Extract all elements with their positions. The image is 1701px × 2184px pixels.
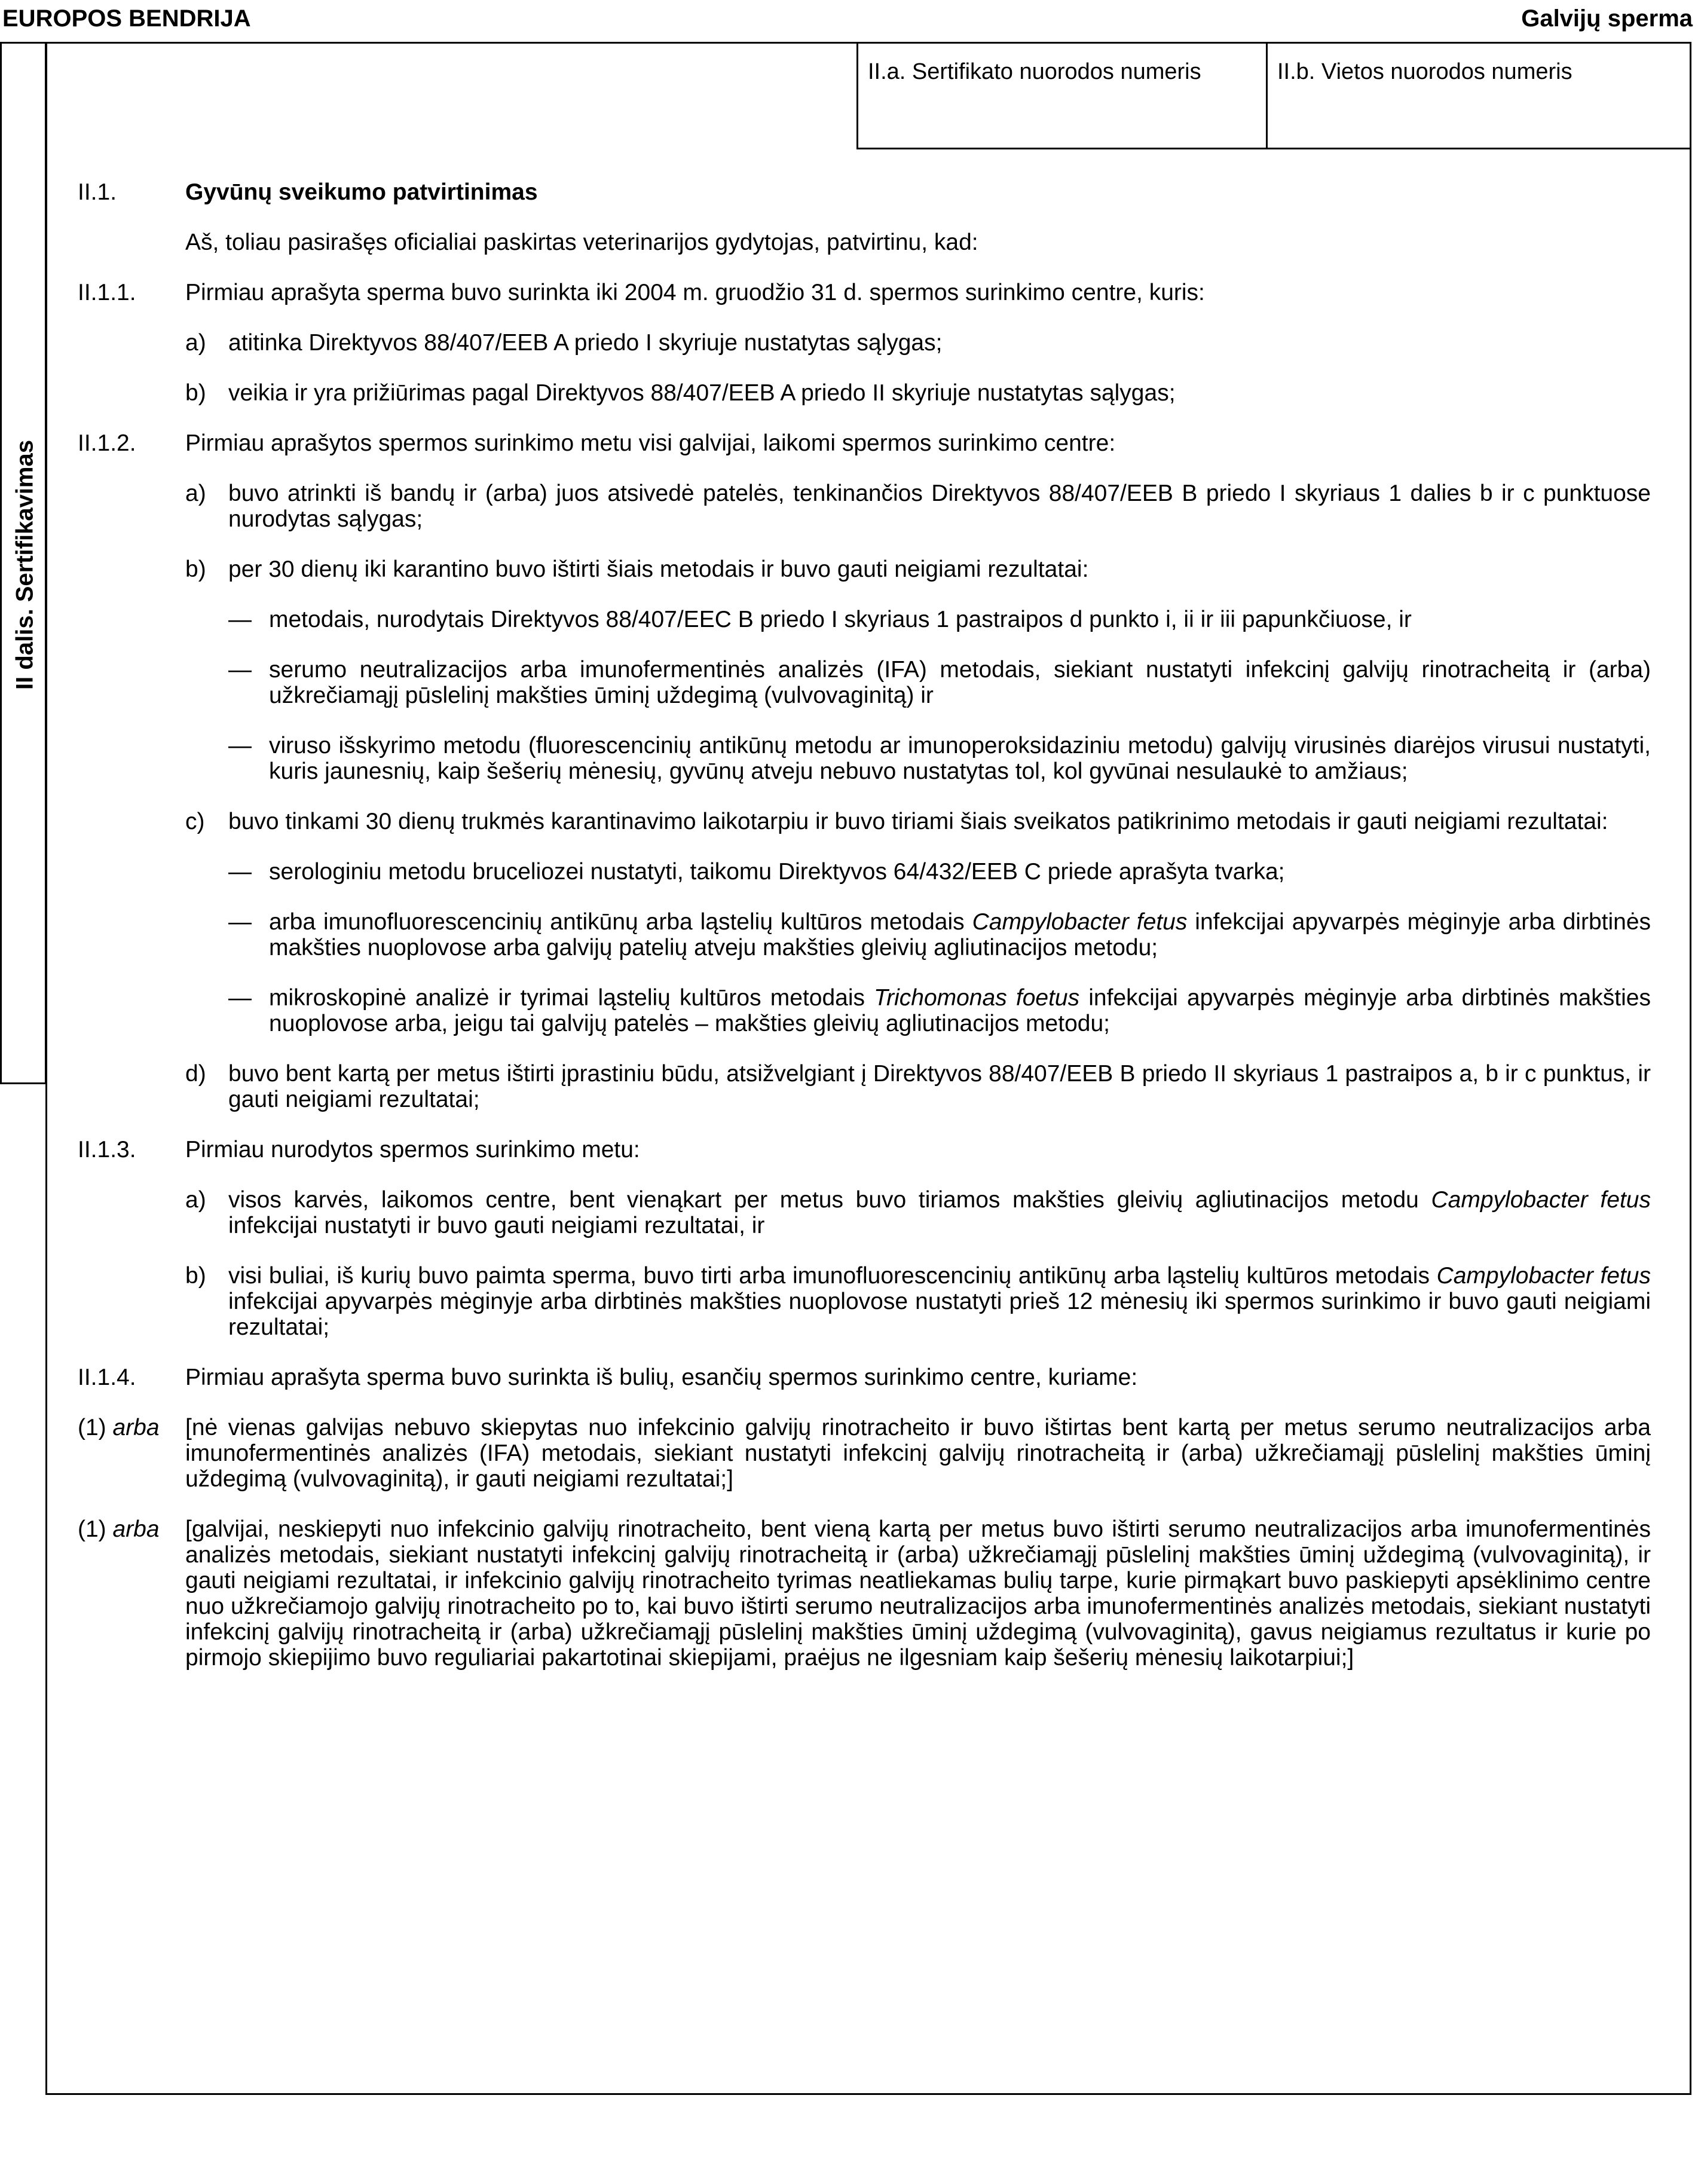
- local-reference-box: [1266, 42, 1691, 149]
- section-text: Pirmiau aprašyta sperma buvo surinkta iki 2004 m. gruodžio 31 d. spermos surinkimo centre, kuris:: [185, 280, 1205, 305]
- list-item: [185, 1263, 1651, 1340]
- item-text: buvo atrinkti iš bandų ir (arba) juos atsivedė patelės, tenkinančios Direktyvos 88/407/EEB B priedo I skyriaus 1 dalies b ir c punktuose nurodytas sąlygas;: [228, 481, 1651, 532]
- item-label: c): [185, 809, 205, 834]
- item-label: b): [185, 1263, 206, 1289]
- item-text: buvo tinkami 30 dienų trukmės karantinavimo laikotarpiu ir buvo tiriami šiais sveikatos patikrinimo metodais ir gauti neigiami rezultatai:: [228, 809, 1608, 834]
- section-text: Pirmiau nurodytos spermos surinkimo metu:: [185, 1137, 640, 1163]
- option-item: [78, 1415, 1651, 1492]
- text-run: mikroskopinė analizė ir tyrimai ląstelių kultūros metodais: [269, 985, 874, 1011]
- species-name: Trichomonas foetus: [874, 985, 1080, 1011]
- item-label: d): [185, 1061, 206, 1087]
- dash-text: viruso išskyrimo metodu (fluorescencinių antikūnų metodu ar imunoperoksidaziniu metodu) galvijų virusinės diarėjos virusui nustatyti, kuris jaunesnių, kaip šešerių mėnesių, gyvūnų atveju nebuvo nustatytas tol, kol gyvūnai nesulaukė to amžiaus;: [269, 733, 1651, 784]
- text-run: visi buliai, iš kurių buvo paimta sperma, buvo tirti arba imunofluorescencinių antikūnų arba ląstelių kultūros metodais: [228, 1263, 1437, 1289]
- option-marker: [78, 1415, 185, 1492]
- dash-item: [228, 859, 1651, 885]
- item-text: per 30 dienų iki karantino buvo ištirti šiais metodais ir buvo gauti neigiami rezultatai:: [228, 556, 1089, 582]
- item-label: a): [185, 1187, 206, 1213]
- option-word: arba: [112, 1516, 160, 1542]
- species-name: Campylobacter fetus: [972, 909, 1188, 935]
- item-label: b): [185, 380, 206, 406]
- header-commodity: Galvijų sperma: [1521, 5, 1693, 32]
- section-number: II.1.2.: [78, 430, 136, 456]
- dash-mark: —: [228, 657, 252, 683]
- species-name: Campylobacter fetus: [1431, 1187, 1651, 1213]
- item-label: b): [185, 556, 206, 582]
- section-number: II.1.3.: [78, 1137, 136, 1163]
- dash-text: metodais, nurodytais Direktyvos 88/407/EEC B priedo I skyriaus 1 pastraipos d punkto i, ii ir iii papunkčiuose, ir: [269, 607, 1412, 632]
- dash-text: serologiniu metodu bruceliozei nustatyti, taikomu Direktyvos 64/432/EEB C priede aprašyta tvarka;: [269, 859, 1285, 885]
- text-run: arba imunofluorescencinių antikūnų arba ląstelių kultūros metodais: [269, 909, 972, 935]
- option-word: arba: [112, 1415, 160, 1440]
- option-marker: [78, 1516, 185, 1671]
- dash-text: [269, 909, 1651, 961]
- intro-text: Aš, toliau pasirašęs oficialiai paskirtas veterinarijos gydytojas, patvirtinu, kad:: [185, 230, 978, 255]
- section-number: II.1.: [78, 179, 117, 205]
- dash-item: [228, 909, 1651, 961]
- text-run: visos karvės, laikomos centre, bent vienąkart per metus buvo tiriamos makšties gleivių agliutinacijos metodu: [228, 1187, 1431, 1213]
- section-text: Pirmiau aprašyta sperma buvo surinkta iš bulių, esančių spermos surinkimo centre, kuriame:: [185, 1365, 1138, 1390]
- section-ii-1: [78, 179, 1651, 205]
- item-text: [228, 1263, 1651, 1340]
- section-title: Gyvūnų sveikumo patvirtinimas: [185, 179, 538, 205]
- section-text: Pirmiau aprašytos spermos surinkimo metu visi galvijai, laikomi spermos surinkimo centre:: [185, 430, 1116, 456]
- local-reference-label: II.b. Vietos nuorodos numeris: [1277, 59, 1572, 84]
- item-label: a): [185, 481, 206, 506]
- item-text: atitinka Direktyvos 88/407/EEB A priedo I skyriuje nustatytas sąlygas;: [228, 330, 943, 356]
- dash-item: [228, 607, 1651, 632]
- dash-mark: —: [228, 909, 252, 935]
- list-item: [185, 481, 1651, 532]
- list-item: [185, 330, 1651, 356]
- list-item: [185, 380, 1651, 406]
- item-label: a): [185, 330, 206, 356]
- text-run: infekcijai nustatyti ir buvo gauti neigiami rezultatai, ir: [228, 1213, 765, 1238]
- dash-item: [228, 733, 1651, 784]
- section-number: II.1.4.: [78, 1365, 136, 1390]
- list-item: [185, 809, 1651, 834]
- dash-mark: —: [228, 733, 252, 758]
- certificate-reference-box: [856, 42, 1268, 149]
- option-text: [galvijai, neskiepyti nuo infekcinio galvijų rinotracheito, bent vieną kartą per metus buvo ištirti serumo neutralizacijos arba imunofermentinės analizės metodais, siekiant nustatyti infekcinį galvijų rinotracheitą ir (arba) užkrečiamąjį pūslelinį makšties ūminį uždegimą (vulvovaginitą), ir gauti neigiami rezultatai, ir infekcinio galvijų rinotracheito tyrimas neatliekamas bulių tarpe, kurie pirmąkart buvo paskiepyti apsėklinimo centre nuo užkrečiamojo galvijų rinotracheito po to, kai buvo ištirti serumo neutralizacijos arba imunofermentinės analizės metodais, siekiant nustatyti infekcinį galvijų rinotracheitą ir (arba) užkrečiamąjį pūslelinį makšties ūminį uždegimą (vulvovaginitą), gavus neigiamus rezultatus ir kurie po pirmojo skiepijimo buvo reguliariai pakartotinai skiepijami, praėjus ne ilgesniam kaip šešerių mėnesių laikotarpiui;]: [185, 1516, 1651, 1671]
- declaration-intro: [78, 230, 1651, 255]
- dash-item: [228, 985, 1651, 1036]
- text-run: infekcijai apyvarpės mėginyje arba dirbtinės makšties nuoplovose nustatyti prieš 12 mėnesių iki spermos surinkimo ir buvo gauti neigiami rezultatai;: [228, 1289, 1651, 1340]
- list-item: [185, 1187, 1651, 1238]
- footnote-ref: (1): [78, 1415, 113, 1440]
- footnote-ref: (1): [78, 1516, 113, 1542]
- item-text: veikia ir yra prižiūrimas pagal Direktyvos 88/407/EEB A priedo II skyriuje nustatytas sąlygas;: [228, 380, 1176, 406]
- dash-text: serumo neutralizacijos arba imunofermentinės analizės (IFA) metodais, siekiant nustatyti infekcinį galvijų rinotracheitą ir (arba) užkrečiamąjį pūslelinį makšties ūminį uždegimą (vulvovaginitą) ir: [269, 657, 1651, 708]
- certificate-content: [78, 179, 1651, 1695]
- option-item: [78, 1516, 1651, 1671]
- section-number: II.1.1.: [78, 280, 136, 305]
- dash-item: [228, 657, 1651, 708]
- dash-text: [269, 985, 1651, 1036]
- item-text: buvo bent kartą per metus ištirti įprastiniu būdu, atsižvelgiant į Direktyvos 88/407/EEB B priedo II skyriaus 1 pastraipos a, b ir c punktus, ir gauti neigiami rezultatai;: [228, 1061, 1651, 1112]
- item-text: [228, 1187, 1651, 1238]
- header-issuer: EUROPOS BENDRIJA: [2, 5, 251, 32]
- species-name: Campylobacter fetus: [1436, 1263, 1651, 1289]
- section-ii-1-2: [78, 430, 1651, 456]
- section-ii-1-1: [78, 280, 1651, 305]
- section-ii-1-4: [78, 1365, 1651, 1390]
- dash-mark: —: [228, 607, 252, 632]
- text-run: infekcijai apyvarpės mėginyje arba dirbtinės makšties nuoplovose arba, jeigu tai galvijų patelės – makšties gleivių agliutinacijos metodu;: [269, 985, 1651, 1036]
- text-run: infekcijai apyvarpės mėginyje arba dirbtinės makšties nuoplovose arba galvijų patelių atveju makšties gleivių agliutinacijos metodu;: [269, 909, 1651, 961]
- dash-mark: —: [228, 985, 252, 1011]
- certificate-reference-label: II.a. Sertifikato nuorodos numeris: [868, 59, 1201, 84]
- side-label: II dalis. Sertifikavimas: [11, 440, 38, 690]
- section-ii-1-3: [78, 1137, 1651, 1163]
- list-item: [185, 1061, 1651, 1112]
- list-item: [185, 556, 1651, 582]
- dash-mark: —: [228, 859, 252, 885]
- option-text: [nė vienas galvijas nebuvo skiepytas nuo infekcinio galvijų rinotracheito ir buvo ištirtas bent kartą per metus serumo neutralizacijos arba imunofermentinės analizės (IFA) metodais, siekiant nustatyti infekcinį galvijų rinotracheitą ir (arba) užkrečiamąjį pūslelinį makšties ūminį uždegimą (vulvovaginitą), ir gauti neigiami rezultatai;]: [185, 1415, 1651, 1492]
- side-panel: [0, 42, 47, 1084]
